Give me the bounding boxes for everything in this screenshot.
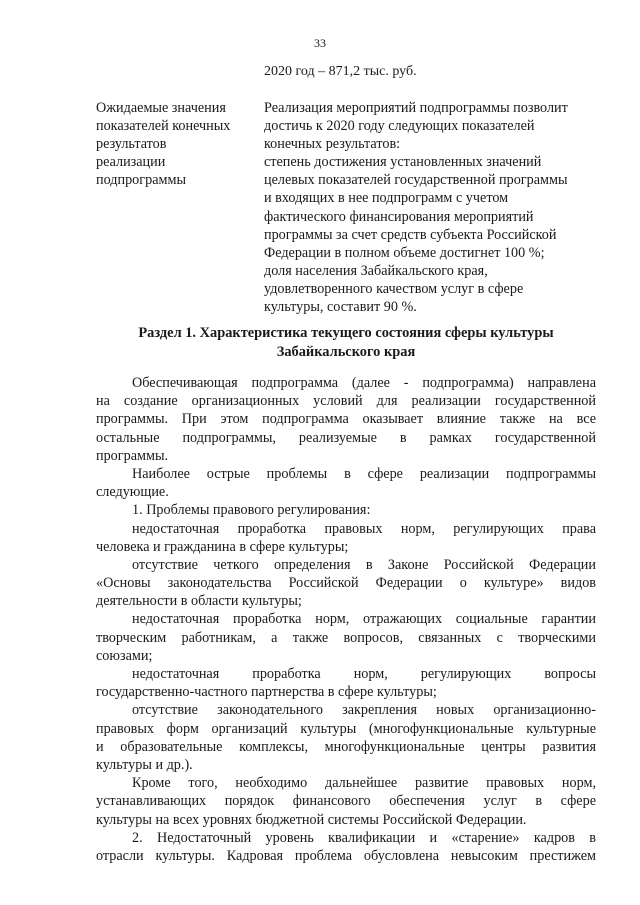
body-line: остальные подпрограммы, реализуемые в рамках государственной: [96, 429, 596, 446]
section-title-line-1: Раздел 1. Характеристика текущего состояния сферы культуры: [138, 325, 554, 341]
table-left-line: подпрограммы: [96, 172, 186, 189]
table-left-line: реализации: [96, 154, 166, 171]
table-right-line: целевых показателей государственной программы: [264, 172, 568, 189]
body-line: и образовательные комплексы, многофункциональные центры развития: [96, 738, 596, 755]
table-right-line: Федерации в полном объеме достигнет 100 %;: [264, 244, 545, 261]
section-title-line-2: Забайкальского края: [276, 344, 416, 360]
table-right-line: программы за счет средств субъекта Российской: [264, 226, 557, 243]
table-left-line: показателей конечных: [96, 118, 231, 135]
body-line: деятельности в области культуры;: [96, 593, 302, 610]
body-line: Обеспечивающая подпрограмма (далее - подпрограмма) направлена: [132, 375, 596, 391]
body-line: союзами;: [96, 647, 153, 664]
body-line: государственно-частного партнерства в сфере культуры;: [96, 684, 437, 701]
table-left-line: результатов: [96, 136, 167, 153]
body-line: Наиболее острые проблемы в сфере реализации подпрограммы: [132, 465, 596, 482]
finance-line: 2020 год – 871,2 тыс. руб.: [264, 64, 417, 79]
body-line: человека и гражданина в сфере культуры;: [96, 538, 349, 555]
body-line: отрасли культуры. Кадровая проблема обусловлена невысоким престижем: [96, 847, 596, 864]
table-left-column: [96, 99, 256, 189]
table-right-line: удовлетворенного качеством услуг в сфере: [264, 280, 524, 297]
body-line: недостаточная проработка норм, отражающих социальные гарантии: [132, 611, 596, 628]
table-right-column: [264, 99, 594, 316]
body-line: программы. При этом подпрограмма оказывает влияние также на все: [96, 411, 596, 428]
body-line: правовых форм организаций культуры (многофункциональные культурные: [96, 720, 596, 737]
table-right-line: и входящих в нее подпрограмм с учетом: [264, 190, 509, 207]
body-line: недостаточная проработка норм, регулирующих вопросы: [132, 666, 596, 682]
body-line: культуры и др.).: [96, 756, 193, 773]
table-right-line: культуры, составит 90 %.: [264, 299, 417, 316]
body-line: 2. Недостаточный уровень квалификации и «старение» кадров в: [132, 829, 596, 846]
body-line: следующие.: [96, 484, 169, 501]
body-line: на создание организационных условий для реализации государственной: [96, 393, 596, 410]
body-line: «Основы законодательства Российской Федерации о культуре» видов: [96, 575, 596, 592]
body-line: отсутствие четкого определения в Законе Российской Федерации: [132, 556, 596, 573]
body-line: культуры на всех уровнях бюджетной системы Российской Федерации.: [96, 811, 527, 828]
body-line: недостаточная проработка правовых норм, регулирующих права: [132, 520, 596, 537]
table-right-line: достичь к 2020 году следующих показателей: [264, 118, 535, 135]
table-left-line: Ожидаемые значения: [96, 100, 226, 116]
body-line: Кроме того, необходимо дальнейшее развитие правовых норм,: [132, 775, 596, 792]
body-text: [96, 374, 596, 865]
body-line: программы.: [96, 447, 169, 464]
table-right-line: Реализация мероприятий подпрограммы позволит: [264, 100, 568, 116]
body-line: 1. Проблемы правового регулирования:: [132, 502, 371, 519]
table-right-line: конечных результатов:: [264, 136, 401, 153]
table-right-line: степень достижения установленных значений: [264, 154, 542, 171]
body-line: устанавливающих порядок финансового обеспечения услуг в сфере: [96, 793, 596, 810]
page-number: 33: [314, 36, 326, 50]
body-line: творческим работникам, а также вопросов, связанных с творческими: [96, 629, 596, 646]
section-title: [96, 324, 596, 362]
table-right-line: доля населения Забайкальского края,: [264, 262, 488, 279]
table-right-line: фактического финансирования мероприятий: [264, 208, 534, 225]
body-line: отсутствие законодательного закрепления новых организационно-: [132, 702, 596, 719]
